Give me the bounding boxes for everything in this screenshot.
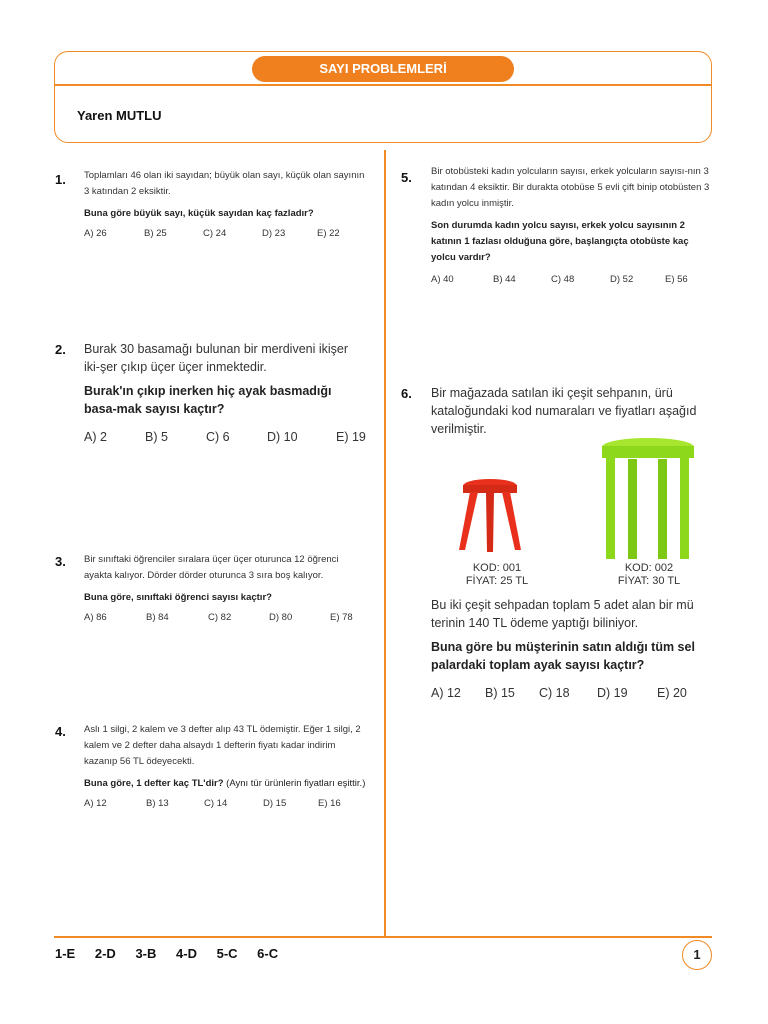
option-e[interactable]: E) 22 [317, 228, 340, 239]
option-a[interactable]: A) 86 [84, 612, 107, 623]
option-b[interactable]: B) 13 [146, 798, 169, 809]
question-ask: Buna göre, 1 defter kaç TL'dir? [84, 778, 224, 789]
question-ask: Buna göre büyük sayı, küçük sayıdan kaç fazladır? [84, 208, 314, 219]
footer-rule [54, 936, 712, 938]
option-b[interactable]: B) 44 [493, 274, 516, 285]
stool-red-image [455, 476, 525, 556]
option-d[interactable]: D) 52 [610, 274, 634, 285]
option-e[interactable]: E) 16 [318, 798, 341, 809]
answer-key [55, 946, 288, 961]
stool-2-price: FİYAT: 30 TL [617, 575, 681, 587]
stool-red-leg-mid [486, 493, 494, 552]
stool-green-seat-band [602, 446, 694, 458]
column-divider [384, 150, 386, 936]
answer-5: 5-C [216, 946, 238, 961]
option-d[interactable]: D) 15 [263, 798, 287, 809]
option-c[interactable]: C) 24 [203, 228, 227, 239]
stool-2-code: KOD: 002 [624, 562, 674, 574]
question-4 [55, 722, 367, 809]
options [84, 798, 367, 809]
option-a[interactable]: A) 26 [84, 228, 107, 239]
answer-2: 2-D [94, 946, 116, 961]
stool-green-image [598, 435, 698, 561]
question-text: Aslı 1 silgi, 2 kalem ve 3 defter alıp 43 TL ödemiştir. Eğer 1 silgi, 2 kalem ve 2 defter daha alsaydı 1 defterin fiyatı kadar indirim kazanıp 56 TL ödeyecekti. [84, 724, 361, 767]
question-text: Bir mağazada satılan iki çeşit sehpanın, ürü kataloğundaki kod numaraları ve fiyatları aşağıd verilmiştir. [431, 386, 697, 436]
answer-3: 3-B [135, 946, 157, 961]
stool-red-leg-right [502, 492, 521, 550]
stool-2-label [604, 562, 694, 588]
option-a[interactable]: A) 40 [431, 274, 454, 285]
question-3 [55, 552, 367, 623]
question-6-continued [431, 596, 713, 700]
answer-1: 1-E [55, 946, 76, 961]
option-a[interactable]: A) 2 [84, 430, 107, 444]
question-1 [55, 168, 367, 239]
question-number: 4. [55, 724, 66, 739]
options [84, 430, 367, 444]
options [431, 686, 713, 700]
answer-4: 4-D [176, 946, 197, 961]
question-text: Bir otobüsteki kadın yolcuların sayısı, erkek yolcuların sayısı-nın 3 katından 4 eksiktir. Bir durakta otobüse 5 evli çift binip otobüsten 3 kadın yolcu inmiştir. [431, 166, 710, 209]
option-d[interactable]: D) 10 [267, 430, 298, 444]
stool-1-label [452, 562, 542, 588]
option-b[interactable]: B) 25 [144, 228, 167, 239]
option-c[interactable]: C) 14 [204, 798, 228, 809]
options [84, 612, 367, 623]
question-text: Toplamları 46 olan iki sayıdan; büyük olan sayı, küçük olan sayının 3 katından 2 eksiktir. [84, 170, 365, 197]
question-ask: Burak'ın çıkıp inerken hiç ayak basmadığı basa-mak sayısı kaçtır? [84, 384, 332, 416]
options [84, 228, 367, 239]
option-c[interactable]: C) 48 [551, 274, 575, 285]
option-c[interactable]: C) 6 [206, 430, 230, 444]
header-rule [54, 84, 712, 86]
stool-green-leg-3 [658, 459, 667, 559]
question-2 [55, 340, 367, 444]
stool-1-code: KOD: 001 [472, 562, 522, 574]
option-c[interactable]: C) 82 [208, 612, 232, 623]
option-d[interactable]: D) 23 [262, 228, 286, 239]
question-number: 2. [55, 342, 66, 357]
stool-green-leg-4 [680, 457, 689, 559]
option-b[interactable]: B) 15 [485, 686, 515, 700]
question-number: 1. [55, 172, 66, 187]
option-d[interactable]: D) 80 [269, 612, 293, 623]
question-number: 6. [401, 386, 412, 401]
option-b[interactable]: B) 84 [146, 612, 169, 623]
stool-red-leg-left [459, 492, 478, 550]
page-number: 1 [682, 940, 712, 970]
option-a[interactable]: A) 12 [84, 798, 107, 809]
question-number: 3. [55, 554, 66, 569]
answer-6: 6-C [257, 946, 279, 961]
question-ask: Son durumda kadın yolcu sayısı, erkek yolcu sayısının 2 katının 1 fazlası olduğuna göre, başlangıçta otobüste kaç yolcu vardır? [431, 220, 689, 263]
question-text-2: Bu iki çeşit sehpadan toplam 5 adet alan bir mü terinin 140 TL ödeme yaptığı biliniyor. [431, 598, 694, 630]
worksheet-title: SAYI PROBLEMLERİ [252, 56, 514, 82]
author-name: Yaren MUTLU [77, 108, 162, 123]
options [431, 274, 713, 285]
stool-1-price: FİYAT: 25 TL [465, 575, 529, 587]
stool-red-seat-band [463, 485, 517, 493]
option-e[interactable]: E) 56 [665, 274, 688, 285]
option-b[interactable]: B) 5 [145, 430, 168, 444]
question-text: Burak 30 basamağı bulunan bir merdiveni ikişer iki-şer çıkıp üçer üçer inmektedir. [84, 342, 349, 374]
option-e[interactable]: E) 78 [330, 612, 353, 623]
option-d[interactable]: D) 19 [597, 686, 628, 700]
stool-green-leg-2 [628, 459, 637, 559]
question-number: 5. [401, 170, 412, 185]
option-a[interactable]: A) 12 [431, 686, 461, 700]
question-note: (Aynı tür ürünlerin fiyatları eşittir.) [226, 778, 366, 789]
question-5 [401, 164, 713, 285]
question-ask: Buna göre bu müşterinin satın aldığı tüm sel palardaki toplam ayak sayısı kaçtır? [431, 640, 695, 672]
stool-green-leg-1 [606, 457, 615, 559]
question-text: Bir sınıftaki öğrenciler sıralara üçer üçer oturunca 12 öğrenci ayakta kalıyor. Dörder dörder oturunca 3 sıra boş kalıyor. [84, 554, 339, 581]
option-c[interactable]: C) 18 [539, 686, 570, 700]
question-ask: Buna göre, sınıftaki öğrenci sayısı kaçtır? [84, 592, 272, 603]
question-ask-block [84, 776, 367, 792]
option-e[interactable]: E) 19 [336, 430, 366, 444]
option-e[interactable]: E) 20 [657, 686, 687, 700]
